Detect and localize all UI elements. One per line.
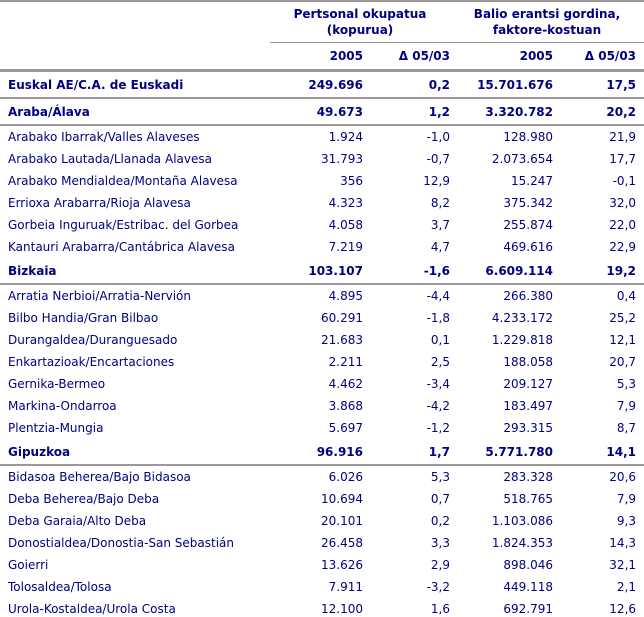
subheader-row [0,43,644,71]
table-row [0,373,644,395]
region-name: Arabako Lautada/Llanada Alavesa [8,152,212,166]
personnel-2005-value: 5.697 [328,421,363,435]
personnel-delta-value: 0,2 [430,514,450,528]
table-row [0,329,644,351]
personnel-delta-value: 2,5 [430,355,450,369]
corner-cell [0,1,270,43]
gva-2005-value: 2.073.654 [491,152,553,166]
table-row [0,395,644,417]
gva-2005-value: 183.497 [503,399,553,413]
region-name: Bizkaia [0,258,270,284]
gva-2005-value: 293.315 [503,421,553,435]
region-name: Markina-Ondarroa [8,399,117,413]
personnel-delta-value: 5,3 [430,470,450,484]
personnel-delta-value: 1,7 [363,439,450,465]
table-row-bizkaia [0,258,644,284]
gva-delta-value: 8,7 [616,421,637,435]
personnel-2005-value: 31.793 [321,152,363,166]
region-name: Araba/Álava [0,98,270,125]
region-name: Euskal AE/C.A. de Euskadi [0,71,270,99]
region-name: Deba Beherea/Bajo Deba [8,492,160,506]
table-row [0,510,644,532]
personnel-delta-value: -1,8 [426,311,450,325]
gva-delta-value: 22,9 [609,240,637,254]
gva-delta-value: 17,5 [553,71,644,99]
column-group-personnel [270,1,450,43]
personnel-2005-value: 13.626 [321,558,363,572]
personnel-delta-value: -0,7 [426,152,450,166]
gva-delta-value: 12,6 [609,602,637,616]
gva-delta-value: 32,0 [609,196,637,210]
gva-delta-value: 17,7 [609,152,637,166]
region-name: Arratia Nerbioi/Arratia-Nervión [8,289,192,303]
table-row [0,488,644,510]
column-group-gva-line2: faktore-kostuan [492,23,602,37]
gva-delta-value: 14,3 [609,536,637,550]
gva-2005-value: 518.765 [503,492,553,506]
region-name: Arabako Ibarrak/Valles Alaveses [8,130,200,144]
personnel-2005-value: 10.694 [321,492,363,506]
table-row [0,214,644,236]
personnel-delta-value: 0,1 [430,333,450,347]
region-name: Gipuzkoa [0,439,270,465]
gva-2005-value: 375.342 [503,196,553,210]
table-row [0,192,644,214]
gva-delta-value: 21,9 [609,130,637,144]
gva-delta-value: 25,2 [609,311,637,325]
personnel-delta-value: 1,6 [430,602,450,616]
region-name: Arabako Mendialdea/Montaña Alavesa [8,174,238,188]
gva-delta-value: 14,1 [553,439,644,465]
table-row-araba [0,98,644,125]
gva-delta-value: 5,3 [616,377,637,391]
gva-2005-value: 692.791 [503,602,553,616]
gva-delta-value: 9,3 [616,514,637,528]
personnel-delta-value: -4,2 [426,399,450,413]
gva-2005-value: 266.380 [503,289,553,303]
table-row-total-euskadi [0,71,644,99]
table-row [0,554,644,576]
subheader-gva-2005: 2005 [450,43,553,71]
gva-2005-value: 5.771.780 [450,439,553,465]
personnel-2005-value: 4.895 [328,289,363,303]
region-name: Deba Garaia/Alto Deba [8,514,147,528]
region-name: Gorbeia Inguruak/Estribac. del Gorbea [8,218,239,232]
gva-2005-value: 898.046 [503,558,553,572]
gva-delta-value: 32,1 [609,558,637,572]
table-row [0,465,644,488]
personnel-2005-value: 4.462 [328,377,363,391]
gva-2005-value: 449.118 [503,580,553,594]
personnel-2005-value: 60.291 [321,311,363,325]
personnel-delta-value: 0,2 [363,71,450,99]
gva-2005-value: 469.616 [503,240,553,254]
table-row [0,532,644,554]
table-row [0,576,644,598]
table-row-gipuzkoa [0,439,644,465]
column-group-personnel-line2: (kopurua) [326,23,394,37]
region-name: Gernika-Bermeo [8,377,106,391]
corner-cell-2 [0,43,270,71]
gva-2005-value: 15.247 [511,174,553,188]
region-name: Goierri [8,558,49,572]
table-row [0,307,644,329]
table-row [0,170,644,192]
personnel-2005-value: 103.107 [270,258,363,284]
personnel-2005-value: 6.026 [328,470,363,484]
subheader-personnel-delta: Δ 05/03 [363,43,450,71]
personnel-2005-value: 21.683 [321,333,363,347]
personnel-delta-value: -4,4 [426,289,450,303]
region-name: Kantauri Arabarra/Cantábrica Alavesa [8,240,235,254]
gva-delta-value: 20,2 [553,98,644,125]
region-name: Donostialdea/Donostia-San Sebastián [8,536,235,550]
region-name: Bilbo Handia/Gran Bilbao [8,311,159,325]
region-name: Plentzia-Mungia [8,421,104,435]
table-row [0,417,644,439]
gva-2005-value: 128.980 [503,130,553,144]
personnel-2005-value: 1.924 [328,130,363,144]
personnel-2005-value: 96.916 [270,439,363,465]
gva-2005-value: 3.320.782 [450,98,553,125]
personnel-delta-value: 1,2 [363,98,450,125]
gva-2005-value: 209.127 [503,377,553,391]
gva-delta-value: 20,7 [609,355,637,369]
gva-delta-value: 12,1 [609,333,637,347]
column-group-gva [450,1,644,43]
personnel-2005-value: 4.323 [328,196,363,210]
table-row [0,125,644,148]
gva-2005-value: 15.701.676 [450,71,553,99]
personnel-2005-value: 12.100 [321,602,363,616]
personnel-2005-value: 2.211 [328,355,363,369]
gva-delta-value: 22,0 [609,218,637,232]
personnel-delta-value: -3,2 [426,580,450,594]
gva-2005-value: 283.328 [503,470,553,484]
subheader-gva-delta: Δ 05/03 [553,43,644,71]
personnel-delta-value: 2,9 [430,558,450,572]
personnel-2005-value: 26.458 [321,536,363,550]
gva-delta-value: 0,4 [616,289,637,303]
gva-delta-value: 7,9 [616,492,637,506]
personnel-2005-value: 356 [340,174,363,188]
region-name: Durangaldea/Duranguesado [8,333,178,347]
personnel-2005-value: 49.673 [270,98,363,125]
region-name: Bidasoa Beherea/Bajo Bidasoa [8,470,191,484]
column-group-personnel-line1: Pertsonal okupatua [293,7,427,21]
personnel-delta-value: 0,7 [430,492,450,506]
personnel-2005-value: 7.911 [328,580,363,594]
gva-2005-value: 255.874 [503,218,553,232]
gva-2005-value: 1.824.353 [491,536,553,550]
gva-2005-value: 1.229.818 [491,333,553,347]
gva-2005-value: 188.058 [503,355,553,369]
region-name: Enkartazioak/Encartaciones [8,355,175,369]
personnel-delta-value: -1,2 [426,421,450,435]
personnel-2005-value: 3.868 [328,399,363,413]
column-group-gva-line1: Balio erantsi gordina, [473,7,621,21]
personnel-delta-value: 8,2 [430,196,450,210]
gva-delta-value: 7,9 [616,399,637,413]
region-name: Errioxa Arabarra/Rioja Alavesa [8,196,191,210]
table-row [0,598,644,617]
subheader-personnel-2005: 2005 [270,43,363,71]
gva-2005-value: 6.609.114 [450,258,553,284]
personnel-delta-value: 4,7 [430,240,450,254]
gva-delta-value: 19,2 [553,258,644,284]
personnel-delta-value: -1,0 [426,130,450,144]
personnel-2005-value: 20.101 [321,514,363,528]
personnel-delta-value: 12,9 [423,174,450,188]
column-group-header-row [0,1,644,43]
gva-2005-value: 4.233.172 [491,311,553,325]
table-row [0,148,644,170]
personnel-2005-value: 249.696 [270,71,363,99]
gva-delta-value: -0,1 [612,174,637,188]
region-name: Tolosaldea/Tolosa [8,580,112,594]
gva-delta-value: 2,1 [616,580,637,594]
gva-2005-value: 1.103.086 [491,514,553,528]
personnel-2005-value: 7.219 [328,240,363,254]
region-name: Urola-Kostaldea/Urola Costa [8,602,176,616]
personnel-delta-value: -1,6 [363,258,450,284]
table-row [0,236,644,258]
personnel-delta-value: -3,4 [426,377,450,391]
table-row [0,284,644,307]
table-row [0,351,644,373]
personnel-delta-value: 3,3 [430,536,450,550]
gva-delta-value: 20,6 [609,470,637,484]
personnel-delta-value: 3,7 [430,218,450,232]
personnel-2005-value: 4.058 [328,218,363,232]
